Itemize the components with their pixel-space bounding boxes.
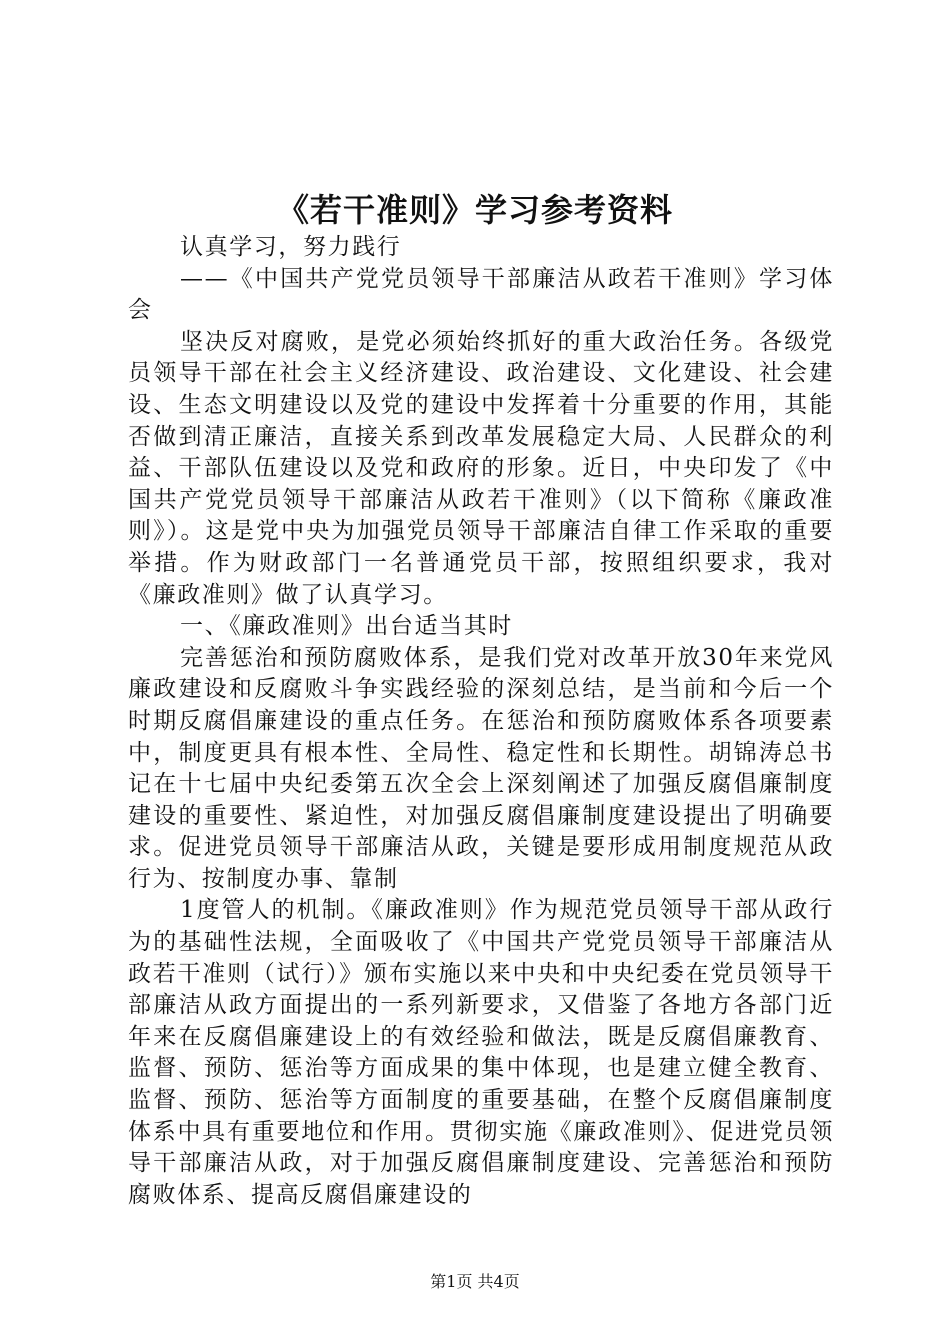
- body-paragraph: 坚决反对腐败，是党必须始终抓好的重大政治任务。各级党员领导干部在社会主义经济建设、政治建设、文化建设、社会建设、生态文明建设以及党的建设中发挥着十分重要的作用，其能否做到清正廉洁，直接关系到改革发展稳定大局、人民群众的利益、干部队伍建设以及党和政府的形象。近日，中央印发了《中国共产党党员领导干部廉洁从政若干准则》（以下简称《廉政准则》）。这是党中央为加强党员领导干部廉洁自律工作采取的重要举措。作为财政部门一名普通党员干部，按照组织要求，我对《廉政准则》做了认真学习。: [128, 328, 834, 608]
- body-paragraph: 完善惩治和预防腐败体系，是我们党对改革开放30年来党风廉政建设和反腐败斗争实践经验的深刻总结，是当前和今后一个时期反腐倡廉建设的重点任务。在惩治和预防腐败体系各项要素中，制度更具有根本性、全局性、稳定性和长期性。胡锦涛总书记在十七届中央纪委第五次全会上深刻阐述了加强反腐倡廉制度建设的重要性、紧迫性，对加强反腐倡廉制度建设提出了明确要求。促进党员领导干部廉洁从政，关键是要形成用制度规范从政行为、按制度办事、靠制: [128, 644, 834, 892]
- document-title: 《若干准则》学习参考资料: [276, 191, 673, 229]
- page-number: 第1页 共4页: [430, 1272, 520, 1291]
- body-paragraph: 1度管人的机制。《廉政准则》作为规范党员领导干部从政行为的基础性法规，全面吸收了《中国共产党党员领导干部廉洁从政若干准则（试行）》颁布实施以来中央和中央纪委在党员领导干部廉洁从政方面提出的一系列新要求，又借鉴了各地方各部门近年来在反腐倡廉建设上的有效经验和做法，既是反腐倡廉教育、监督、预防、惩治等方面成果的集中体现，也是建立健全教育、监督、预防、惩治等方面制度的重要基础，在整个反腐倡廉制度体系中具有重要地位和作用。贯彻实施《廉政准则》、促进党员领导干部廉洁从政，对于加强反腐倡廉制度建设、完善惩治和预防腐败体系、提高反腐倡廉建设的: [128, 897, 834, 1208]
- subtitle-dash-line: ——《中国共产党党员领导干部廉洁从政若干准则》学习体会: [128, 265, 834, 324]
- section-heading: 一、《廉政准则》出台适当其时: [180, 613, 513, 640]
- subtitle-line: 认真学习，努力践行: [180, 234, 402, 260]
- document-body: [128, 232, 834, 1211]
